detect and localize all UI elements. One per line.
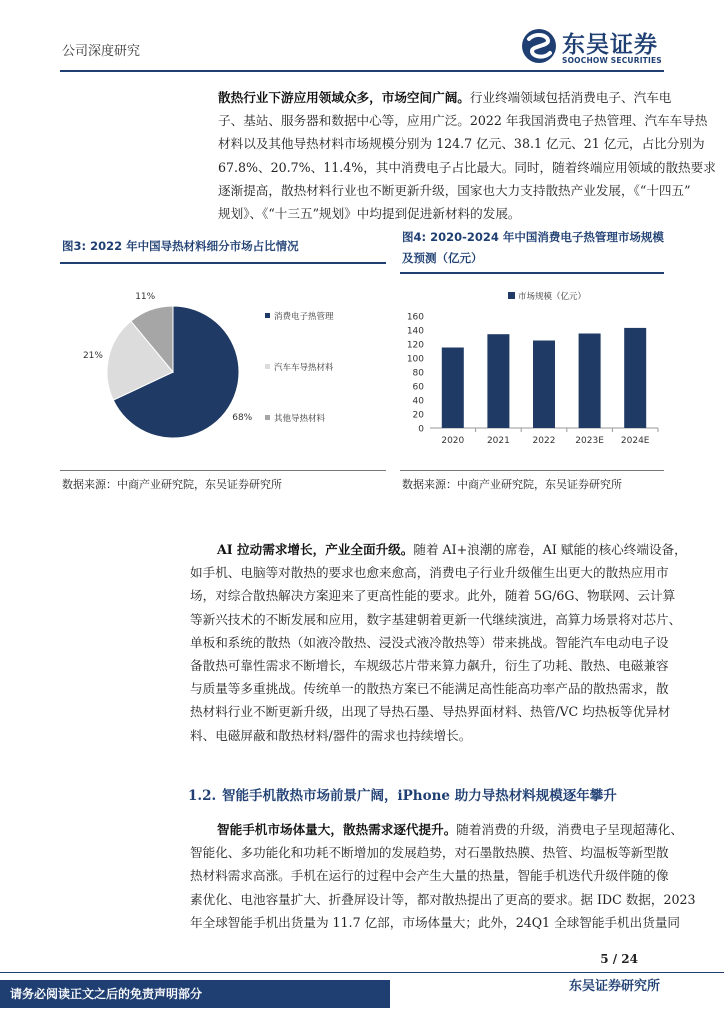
footer-institute-name: 东吴证券研究所: [568, 979, 660, 994]
y-tick-label: 140: [406, 326, 424, 337]
y-tick-label: 0: [418, 424, 424, 435]
bar: [624, 328, 646, 428]
x-tick-label: 2022: [532, 436, 556, 446]
bar: [533, 341, 555, 429]
footer-disclaimer-text: 请务必阅读正文之后的免责声明部分: [10, 987, 203, 1001]
legend-swatch: [508, 292, 515, 299]
figure3-pie-chart: [60, 266, 386, 466]
page-number: 5 / 24: [600, 952, 638, 966]
section-heading: [188, 784, 617, 804]
legend-label: 市场规模（亿元）: [518, 292, 587, 302]
y-tick-label: 160: [406, 312, 424, 323]
figure4-bar-chart: [400, 276, 664, 466]
figure3-title: 图3: 2022 年中国导热材料细分市场占比情况: [62, 239, 299, 253]
paragraph-market-overview: 散热行业下游应用领域众多，市场空间广阔。行业终端领域包括消费电子、汽车电 子、基站、服务器和数据中心等，应用广泛。2022 年我国消费电子热管理、汽车车导热 材料以及其他导热材料市场规模分别为 124.7 亿元、38.1 亿元、21 亿元，占比分别为 67.8%、20.7%、11.4%，其中消费电子占比最大。同时，随着终端应用领域的散热要求 逐渐提高，散热材料行业也不断更新升级，国家也大力支持散热产业发展，《“十四五” 规划》、《“十三五”规划》中均提到促进新材料的发展。: [218, 90, 716, 221]
logo-cn-text: 东吴证券: [562, 32, 658, 58]
bar: [487, 334, 509, 428]
legend-swatch: [265, 364, 270, 369]
y-tick-label: 60: [412, 382, 424, 393]
pie-data-label: 11%: [135, 291, 156, 302]
paragraph-ai-demand: AI 拉动需求增长，产业全面升级。随着 AI+浪潮的席卷，AI 赋能的核心终端设备， 如手机、电脑等对散热的要求也愈来愈高，消费电子行业升级催生出更大的散热应用市 场，对综合散热解决方案迎来了更高性能的要求。此外，随着 5G/6G、物联网、云计算 等新兴技术的不断发展和应用，数字基建朝着更新一代继续演进，高算力场景将对芯片、 单板和系统的散热（如液冷散热、浸没式液冷散热等）带来挑战。智能汽车电动电子设 备散热可靠性需求不断增长，车规级芯片带来算力飙升，衍生了功耗、散热、电磁兼容 与质量等多重挑战。传统单一的散热方案已不能满足高性能高功率产品的散热需求，散 热材料行业不断更新升级，出现了导热石墨、导热界面材料、热管/VC 均热板等优异材 料、电磁屏蔽和散热材料/器件的需求也持续增长。: [190, 542, 687, 743]
y-tick-label: 80: [412, 368, 424, 379]
y-tick-label: 40: [412, 396, 424, 407]
legend-label: 其他导热材料: [274, 414, 326, 424]
y-tick-label: 20: [412, 410, 424, 421]
y-tick-label: 100: [406, 354, 424, 365]
figure4-bottom-rule: [400, 470, 664, 471]
footer-rule: [0, 972, 724, 973]
paragraph-lead: AI 拉动需求增长，产业全面升级。: [217, 542, 414, 557]
paragraph-lead: 散热行业下游应用领域众多，市场空间广阔。: [218, 90, 470, 105]
logo-en-text: SOOCHOW SECURITIES: [562, 56, 662, 65]
figure4-title-line2: 及预测（亿元）: [402, 251, 483, 265]
paragraph-smartphone: 智能手机市场体量大，散热需求逐代提升。随着消费的升级，消费电子呈现超薄化、 智能化、多功能化和功耗不断增加的发展趋势，对石墨散热膜、热管、均温板等新型散 热材料需求高涨。手机在运行的过程中会产生大量的热量，智能手机迭代升级伴随的像 素优化、电池容量扩大、折叠屏设计等，都对散热提出了更高的要求。据 IDC 数据，2023 年全球智能手机出货量为 11.7 亿部，市场体量大；此外，24Q1 全球智能手机出货量同: [190, 822, 696, 930]
pie-data-label: 68%: [232, 412, 253, 423]
header-rule: [60, 70, 664, 72]
bar: [442, 348, 464, 429]
legend-swatch: [265, 415, 270, 420]
figure3-top-rule: [60, 262, 386, 264]
x-tick-label: 2020: [441, 436, 465, 446]
figure4-title-line1: 图4: 2020-2024 年中国消费电子热管理市场规模: [402, 230, 664, 244]
section-number: 1.2.: [188, 788, 217, 804]
soochow-logo-icon: [520, 26, 558, 66]
figure3-bottom-rule: [60, 470, 386, 471]
x-tick-label: 2021: [486, 436, 510, 446]
figure3-source: 数据来源：中商产业研究院，东吴证券研究所: [62, 478, 282, 491]
company-logo: [520, 26, 700, 70]
bar: [579, 334, 601, 429]
figure4-top-rule: [400, 272, 664, 274]
report-type-label: 公司深度研究: [62, 44, 141, 59]
legend-swatch: [265, 313, 270, 318]
pie-data-label: 21%: [82, 351, 103, 362]
x-tick-label: 2023E: [575, 436, 604, 446]
legend-label: 汽车车导热材料: [274, 363, 334, 373]
section-title-text: 智能手机散热市场前景广阔，iPhone 助力导热材料规模逐年攀升: [222, 788, 617, 804]
x-tick-label: 2024E: [620, 436, 650, 446]
figure4-source: 数据来源：中商产业研究院，东吴证券研究所: [402, 478, 622, 491]
paragraph-lead: 智能手机市场体量大，散热需求逐代提升。: [217, 822, 457, 837]
y-tick-label: 120: [406, 340, 424, 351]
legend-label: 消费电子热管理: [274, 312, 334, 322]
